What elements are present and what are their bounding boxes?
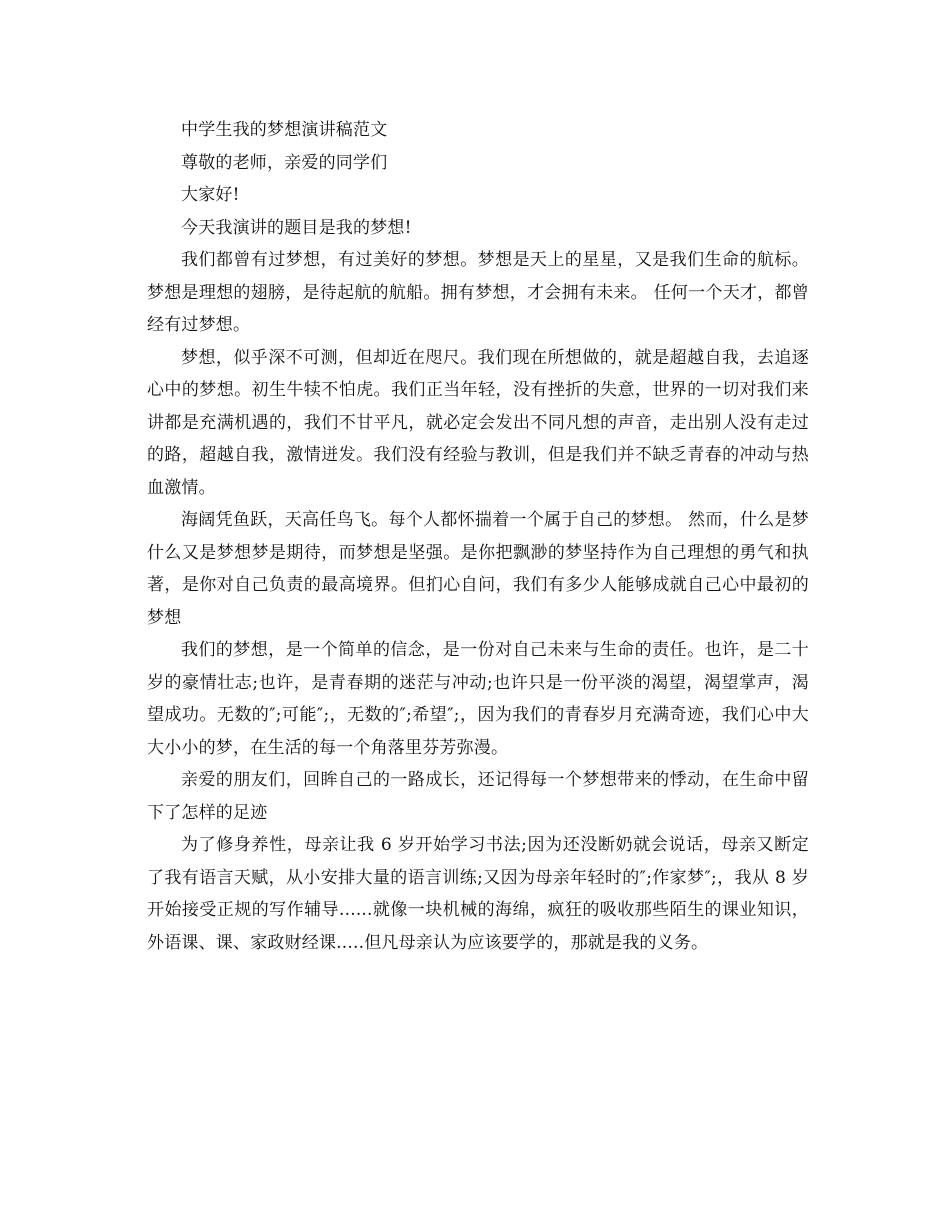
paragraph: 海阔凭鱼跃，天高任鸟飞。每个人都怀揣着一个属于自己的梦想。 然而，什么是梦什么又是梦想梦是期待，而梦想是坚强。是你把飘渺的梦坚持作为自己理想的勇气和执著，是你对自己负责的最高境界。但扪心自问，我们有多少人能够成就自己心中最初的梦想 (147, 510, 809, 628)
paragraph: 为了修身养性，母亲让我 6 岁开始学习书法;因为还没断奶就会说话，母亲又断定了我有语言天赋，从小安排大量的语言训练;又因为母亲年轻时的″;作家梦″;，我从 8 岁开始接受正规的写作辅导......就像一块机械的海绵，疯狂的吸收那些陌生的课业知识，外语课、课、家政财经课.....但凡母亲认为应该要学的，那就是我的义务。 (147, 835, 809, 953)
salutation: 尊敬的老师，亲爱的同学们 (181, 152, 388, 173)
paragraph: 我们的梦想，是一个简单的信念，是一份对自己未来与生命的责任。也许，是二十岁的豪情壮志;也许，是青春期的迷茫与冲动;也许只是一份平淡的渴望，渴望掌声，渴望成功。无数的″;可能″;，无数的″;希望″;，因为我们的青春岁月充满奇迹，我们心中大大小小的梦，在生活的每一个角落里芬芳弥漫。 (147, 640, 809, 758)
paragraph: 我们都曾有过梦想，有过美好的梦想。梦想是天上的星星，又是我们生命的航标。梦想是理想的翅膀，是待起航的航船。拥有梦想，才会拥有未来。 任何一个天才，都曾经有过梦想。 (147, 250, 809, 335)
speech-topic: 今天我演讲的题目是我的梦想! (181, 217, 412, 238)
paragraph: 亲爱的朋友们，回眸自己的一路成长，还记得每一个梦想带来的悸动，在生命中留下了怎样的足迹 (147, 770, 809, 823)
document-title: 中学生我的梦想演讲稿范文 (181, 120, 388, 140)
greeting: 大家好! (181, 185, 240, 205)
document-body (147, 114, 809, 959)
paragraph: 梦想，似乎深不可测，但却近在咫尺。我们现在所想做的，就是超越自我，去追逐心中的梦想。初生牛犊不怕虎。我们正当年轻，没有挫折的失意，世界的一切对我们来讲都是充满机遇的，我们不甘平凡，就必定会发出不同凡想的声音，走出别人没有走过的路，超越自我，激情迸发。我们没有经验与教训，但是我们并不缺乏青春的冲动与热血激情。 (147, 347, 809, 498)
